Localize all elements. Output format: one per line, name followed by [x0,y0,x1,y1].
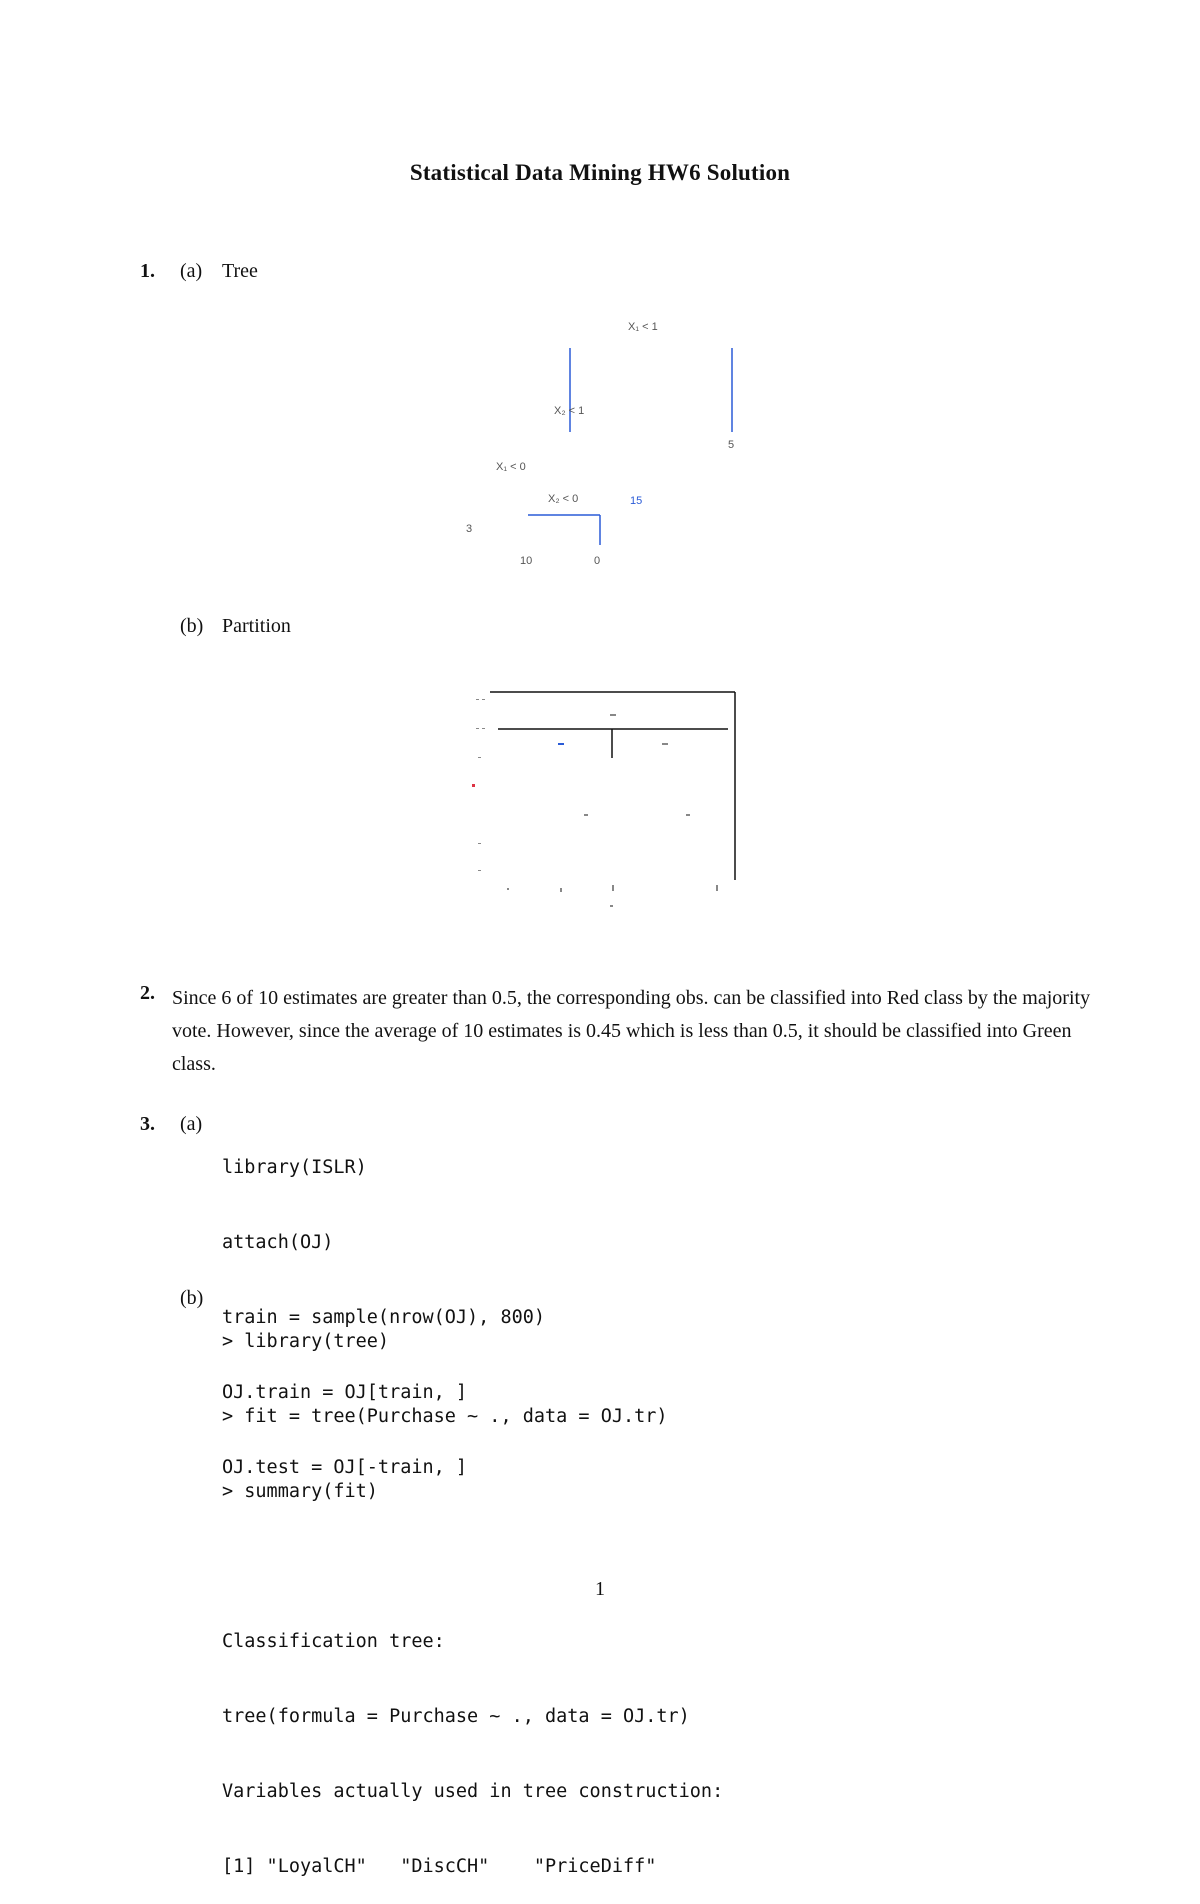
question-2-number: 2. [140,982,155,1004]
tree-left-split: X₂ < 1 [554,405,585,417]
code-line: [1] "LoyalCH" "DiscCH" "PriceDiff" [222,1856,657,1877]
q3-part-a-label: (a) [180,1113,203,1135]
partition-region-mark-ll [558,743,564,745]
partition-tick-4 [482,728,485,729]
q1-part-b-label: (b) [180,615,204,637]
partition-tick-6 [478,843,481,844]
partition-region-mark-mid-right [686,814,690,816]
code-line: > summary(fit) [222,1481,378,1502]
partition-region-mark-top [610,714,616,716]
question-2-text: Since 6 of 10 estimates are greater than 0.5, the corresponding obs. can be classified into Red class by the majority vote. However, since the average of 10 estimates is 0.45 which is less than 0.5, it should be classified into Green class. [172,987,1091,1075]
partition-tick-1 [476,699,479,700]
partition-axis-label-mark [472,784,475,787]
tree-leaf-llrr: 0 [594,555,601,567]
tree-leaf-lll: 3 [466,523,473,535]
code-line: OJ.train = OJ[train, ] [222,1382,468,1403]
tree-leaf-llrl: 10 [520,555,533,567]
q3-part-b-label: (b) [180,1287,204,1309]
code-line: Classification tree: [222,1631,445,1652]
partition-tick-9 [560,888,562,892]
code-line: OJ.test = OJ[-train, ] [222,1457,468,1478]
partition-tick-10 [612,885,614,891]
q1-part-a-text: Tree [222,260,258,282]
tree-ll-split: X₁ < 0 [496,461,526,473]
code-line: > fit = tree(Purchase ~ ., data = OJ.tr) [222,1406,668,1427]
partition-tick-12 [610,905,613,907]
q1-part-b-text: Partition [222,615,291,637]
tree-leaf-right: 5 [728,439,735,451]
partition-region-mark-mid-left [584,814,588,816]
code-line: Variables actually used in tree construction: [222,1781,724,1802]
question-1-number: 1. [140,260,155,282]
code-line: > library(tree) [222,1331,390,1352]
partition-figure [450,680,750,920]
page-number: 1 [595,1578,605,1600]
code-line: attach(OJ) [222,1232,334,1253]
partition-tick-8 [507,888,509,890]
tree-root-split: X₁ < 1 [628,321,658,333]
question-3-number: 3. [140,1113,155,1135]
code-line: library(ISLR) [222,1157,367,1178]
code-line: tree(formula = Purchase ~ ., data = OJ.tr) [222,1706,690,1727]
page-title: Statistical Data Mining HW6 Solution [409,160,791,185]
partition-axis-ticks [472,699,718,907]
tree-llr-split: X₂ < 0 [548,493,579,505]
partition-tick-11 [716,885,718,891]
partition-tick-3 [476,728,479,729]
partition-tick-7 [478,870,481,871]
partition-tick-5 [478,757,481,758]
partition-tick-2 [482,699,485,700]
q1-part-a-label: (a) [180,260,203,282]
tree-leaf-lr: 15 [630,495,643,507]
decision-tree-figure [440,300,770,580]
partition-region-mark-lr [662,743,668,745]
code-line: train = sample(nrow(OJ), 800) [222,1307,546,1328]
